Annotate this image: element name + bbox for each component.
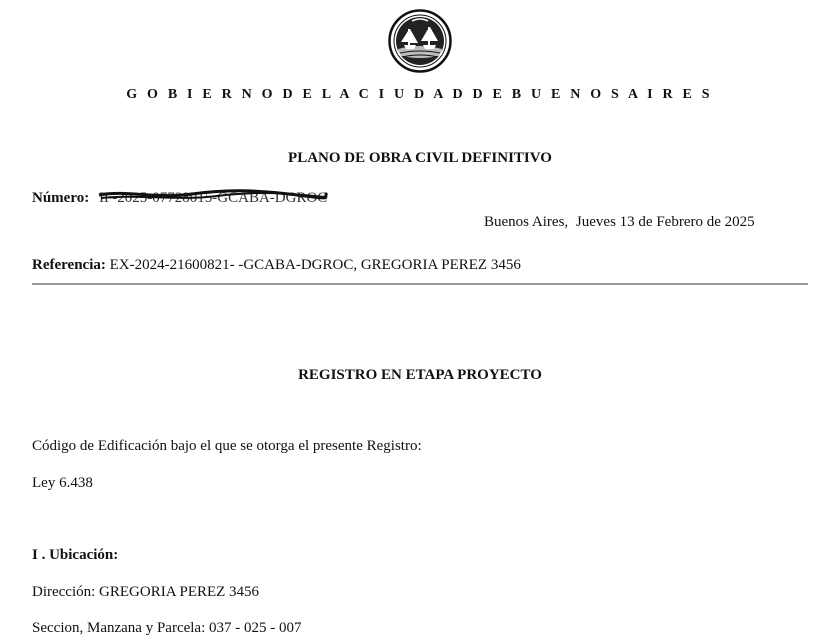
referencia-label: Referencia:	[32, 257, 106, 273]
seccion-text: Seccion, Manzana y Parcela: 037 - 025 - 007	[32, 620, 302, 636]
referencia-value: EX-2024-21600821- -GCABA-DGROC, GREGORIA PEREZ 3456	[109, 257, 521, 273]
section-title: REGISTRO EN ETAPA PROYECTO	[298, 367, 542, 383]
numero-label: Número:	[32, 190, 90, 206]
direccion-text: Dirección: GREGORIA PEREZ 3456	[32, 584, 260, 600]
city-seal-icon	[388, 9, 452, 73]
ley-text: Ley 6.438	[32, 475, 93, 491]
place-text: Buenos Aires,	[484, 214, 569, 230]
numero-text: IF-2025-07728015-GCABA-DGROC	[98, 190, 328, 206]
codigo-text: Código de Edificación bajo el que se otorga el presente Registro:	[32, 438, 422, 454]
referencia-row	[32, 257, 521, 274]
numero-row	[32, 190, 327, 207]
date-text: Jueves 13 de Febrero de 2025	[575, 214, 755, 230]
numero-value	[99, 190, 327, 207]
government-header: G O B I E R N O D E L A C I U D A D D E B U E N O S A I R E S	[126, 87, 714, 102]
strikethrough-scribble	[97, 186, 329, 206]
ubicacion-heading: I . Ubicación:	[32, 547, 119, 563]
document-title: PLANO DE OBRA CIVIL DEFINITIVO	[288, 150, 552, 166]
date-row	[484, 214, 755, 231]
divider	[32, 283, 808, 285]
